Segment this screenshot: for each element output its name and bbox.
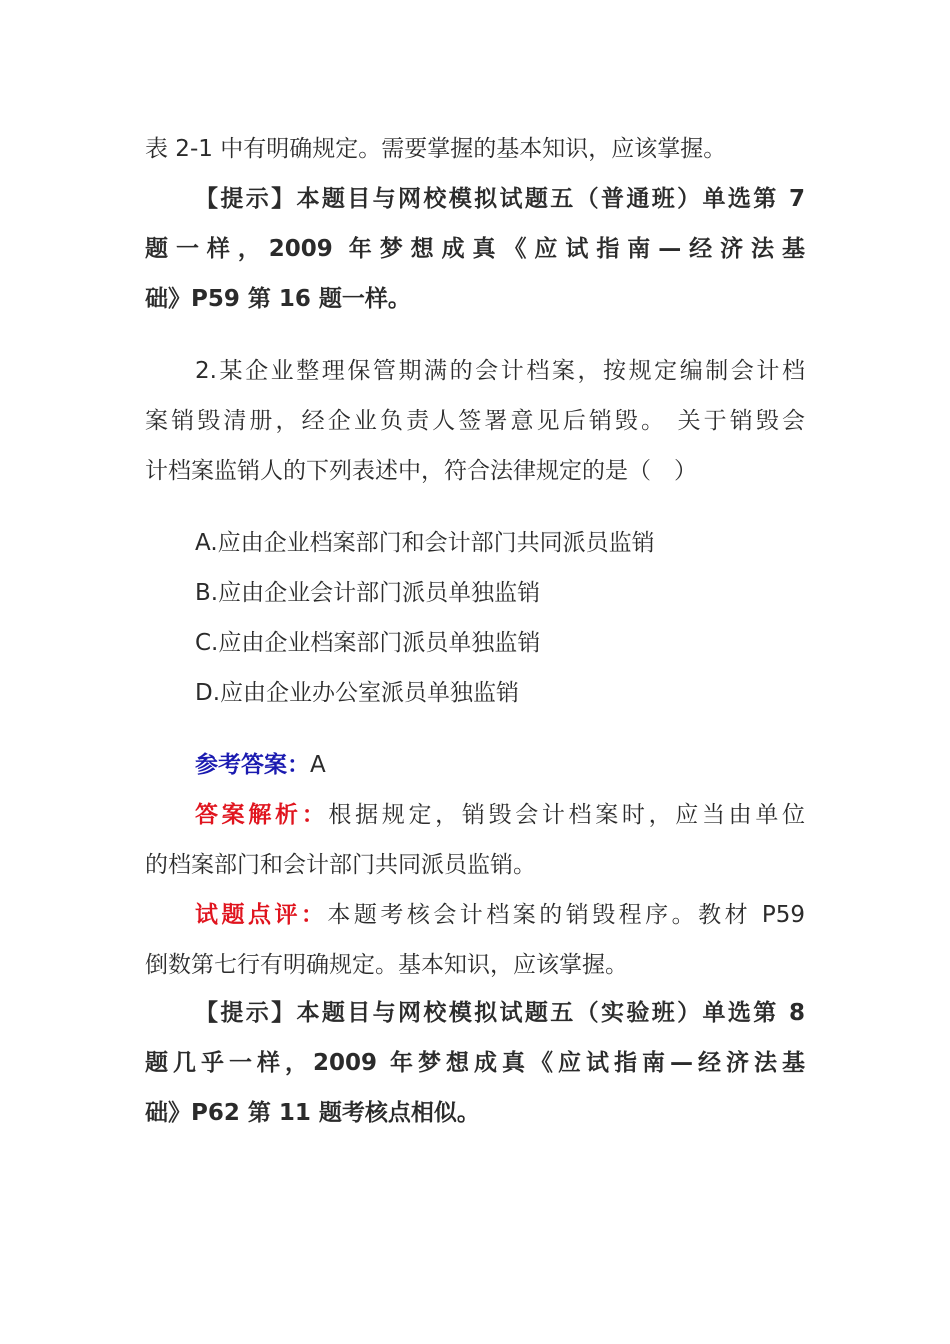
review-text-1: 本题考核会计档案的销毁程序。教材 P59: [327, 902, 806, 928]
analysis-text-1: 根据规定，销毁会计档案时，应当由单位: [328, 802, 806, 828]
review-line-1: [195, 900, 805, 930]
hint-2-line-2: 题几乎一样，2009 年梦想成真《应试指南—经济法基: [145, 1050, 805, 1076]
option-a: A.应由企业档案部门和会计部门共同派员监销: [195, 530, 655, 556]
analysis-label: 答案解析：: [195, 802, 329, 828]
analysis-line-1: [195, 800, 805, 830]
prev-explanation-tail: 表 2-1 中有明确规定。需要掌握的基本知识，应该掌握。: [145, 136, 727, 162]
review-line-2: 倒数第七行有明确规定。基本知识，应该掌握。: [145, 952, 628, 978]
hint-2-line-3: 础》P62 第 11 题考核点相似。: [145, 1100, 480, 1126]
analysis-line-2: 的档案部门和会计部门共同派员监销。: [145, 852, 536, 878]
question-line-1: 2.某企业整理保管期满的会计档案，按规定编制会计档: [195, 358, 805, 384]
answer-line: [195, 750, 805, 780]
question-line-3: 计档案监销人的下列表述中，符合法律规定的是（ ）: [145, 458, 697, 484]
question-line-2: 案销毁清册，经企业负责人签署意见后销毁。 关于销毁会: [145, 408, 805, 434]
hint-1-line-1: 【提示】本题目与网校模拟试题五（普通班）单选第 7: [195, 186, 805, 212]
answer-value: A: [310, 752, 326, 778]
hint-2-line-1: 【提示】本题目与网校模拟试题五（实验班）单选第 8: [195, 1000, 805, 1026]
hint-1-line-2: 题一样，2009 年梦想成真《应试指南—经济法基: [145, 236, 805, 262]
hint-1-line-3: 础》P59 第 16 题一样。: [145, 286, 411, 312]
option-d: D.应由企业办公室派员单独监销: [195, 680, 520, 706]
review-label: 试题点评：: [195, 902, 328, 928]
answer-label: 参考答案：: [195, 752, 310, 778]
option-c: C.应由企业档案部门派员单独监销: [195, 630, 541, 656]
option-b: B.应由企业会计部门派员单独监销: [195, 580, 541, 606]
